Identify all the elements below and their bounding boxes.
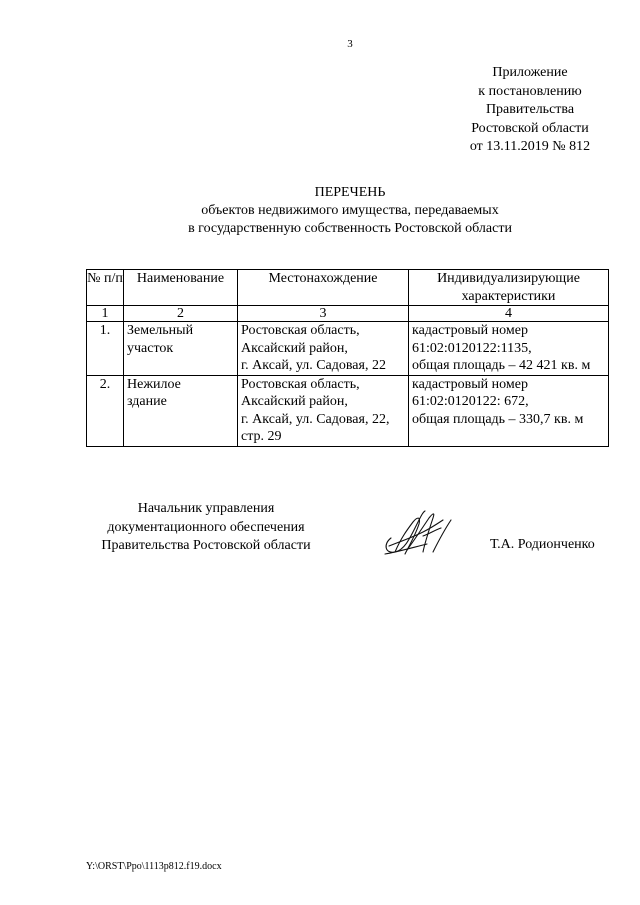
characteristics-line: общая площадь – 42 421 кв. м [412,358,591,373]
signer-position-line: Правительства Ростовской области [101,538,311,553]
row-number: 2. [87,375,124,446]
row-location [238,322,409,376]
appendix-line: Приложение [492,65,568,80]
document-subtitle-line: объектов недвижимого имущества, передаваемых [201,203,499,218]
characteristics-line: 61:02:0120122: 672, [412,394,529,409]
characteristics-line: кадастровый номер [412,376,528,392]
handwritten-signature [377,508,457,562]
table-header-row [87,270,609,306]
name-line: здание [127,394,167,409]
row-number: 1. [87,322,124,376]
location-line: Ростовская область, [241,323,360,338]
signer-position-line: документационного обеспечения [107,519,305,535]
location-line: Аксайский район, [241,394,348,409]
name-line: Нежилое [127,376,181,392]
name-line: участок [127,340,174,356]
column-number: 4 [409,306,609,322]
header-characteristics: Индивидуализирующие характеристики [409,270,609,306]
row-location [238,375,409,446]
location-line: г. Аксай, ул. Садовая, 22 [241,358,386,373]
header-number: № п/п [87,270,124,306]
column-number: 2 [124,306,238,322]
appendix-line: Правительства [485,102,575,117]
document-subtitle-line: в государственную собственность Ростовской области [188,221,512,236]
signer-name: Т.А. Родионченко [490,537,595,552]
column-number: 1 [87,306,124,322]
row-characteristics [409,375,609,446]
location-line: стр. 29 [241,429,282,444]
name-line: Земельный [127,323,194,338]
characteristics-line: 61:02:0120122:1135, [412,340,532,356]
header-name: Наименование [124,270,238,306]
appendix-line: Ростовской области [471,120,589,136]
property-table [86,269,609,447]
location-line: г. Аксай, ул. Садовая, 22, [241,411,390,427]
row-name [124,322,238,376]
column-number: 3 [238,306,409,322]
footer-file-path: Y:\ORST\Ppo\1113p812.f19.docx [86,861,222,872]
signer-position-line: Начальник управления [137,501,275,516]
table-row [87,375,609,446]
location-line: Ростовская область, [241,376,360,392]
appendix-block [420,64,640,157]
characteristics-line: кадастровый номер [412,323,528,338]
column-number-row [87,306,609,322]
document-heading [0,184,640,238]
signer-position [86,500,326,556]
row-name [124,375,238,446]
header-location: Местонахождение [238,270,409,306]
document-title: ПЕРЕЧЕНЬ [314,185,386,200]
location-line: Аксайский район, [241,340,348,356]
table-row [87,322,609,376]
page-number: 3 [347,38,353,50]
characteristics-line: общая площадь – 330,7 кв. м [412,411,584,427]
appendix-line: от 13.11.2019 № 812 [469,139,591,154]
row-characteristics [409,322,609,376]
appendix-line: к постановлению [478,83,582,99]
